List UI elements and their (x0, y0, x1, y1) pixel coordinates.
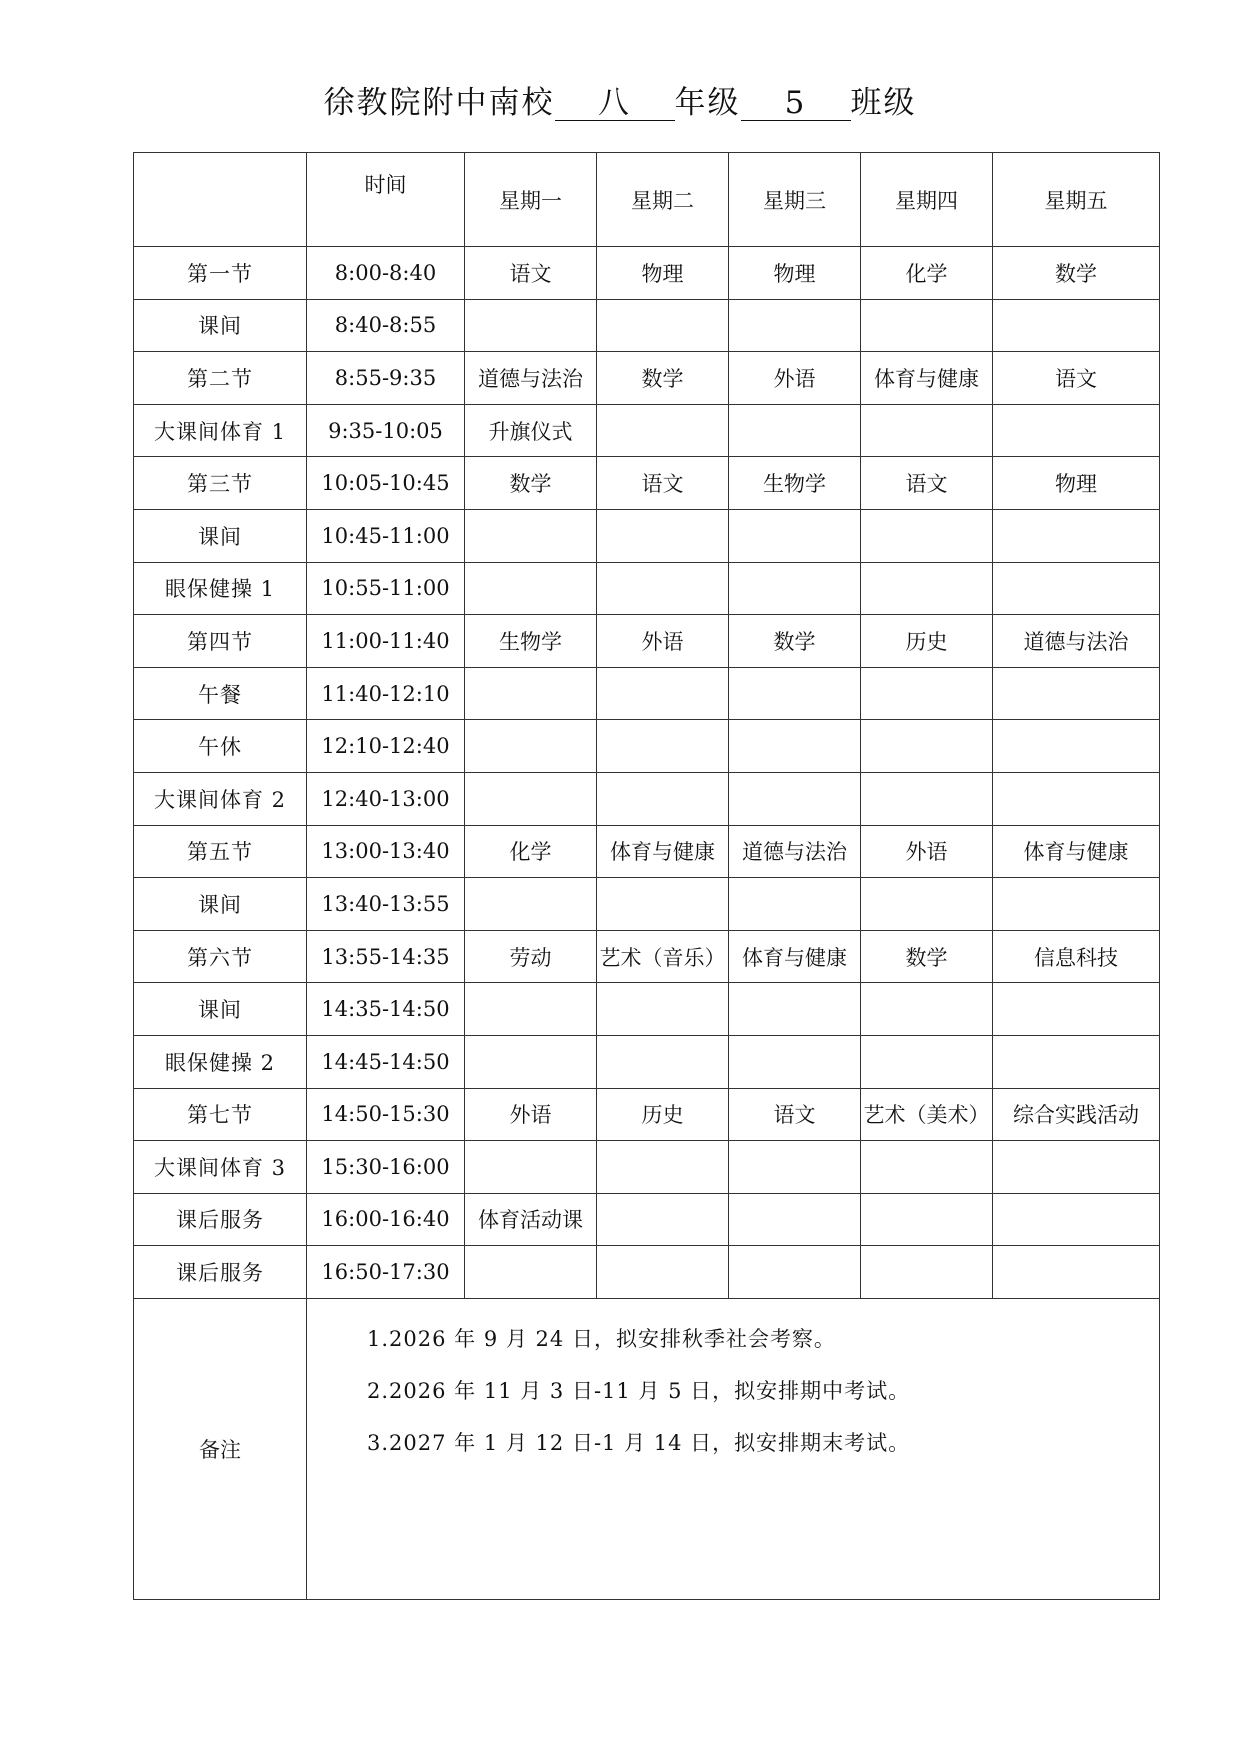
schedule-row (134, 299, 1160, 352)
subject-cell: 化学 (861, 247, 993, 300)
subject-cell: 艺术（音乐） (597, 930, 729, 983)
period-cell: 课间 (134, 878, 307, 931)
time-cell: 10:55-11:00 (307, 562, 465, 615)
page-title (0, 78, 1240, 128)
subject-cell: 信息科技 (993, 930, 1160, 983)
subject-cell (597, 1193, 729, 1246)
period-cell: 大课间体育 3 (134, 1141, 307, 1194)
class-schedule-table (133, 152, 1160, 1600)
schedule-row (134, 772, 1160, 825)
subject-cell: 历史 (861, 615, 993, 668)
subject-cell (597, 509, 729, 562)
subject-cell (861, 878, 993, 931)
schedule-row (134, 404, 1160, 457)
subject-cell (597, 772, 729, 825)
period-cell: 第一节 (134, 247, 307, 300)
period-cell: 第五节 (134, 825, 307, 878)
subject-cell (597, 299, 729, 352)
subject-cell (861, 720, 993, 773)
subject-cell (861, 983, 993, 1036)
time-cell: 14:35-14:50 (307, 983, 465, 1036)
period-cell: 第六节 (134, 930, 307, 983)
subject-cell: 语文 (597, 457, 729, 510)
subject-cell (597, 404, 729, 457)
subject-cell (993, 1035, 1160, 1088)
subject-cell (993, 404, 1160, 457)
subject-cell: 物理 (993, 457, 1160, 510)
subject-cell (729, 772, 861, 825)
time-cell: 8:00-8:40 (307, 247, 465, 300)
notes-label: 备注 (134, 1298, 307, 1599)
subject-cell: 综合实践活动 (993, 1088, 1160, 1141)
time-cell: 10:45-11:00 (307, 509, 465, 562)
note-item: 1.2026 年 9 月 24 日，拟安排秋季社会考察。 (367, 1326, 836, 1351)
subject-cell (861, 404, 993, 457)
subject-cell: 语文 (465, 247, 597, 300)
time-cell: 11:00-11:40 (307, 615, 465, 668)
subject-cell (465, 1246, 597, 1299)
day-header-wednesday: 星期三 (729, 153, 861, 247)
subject-cell (597, 878, 729, 931)
period-cell: 第四节 (134, 615, 307, 668)
subject-cell: 生物学 (465, 615, 597, 668)
class-value: 5 (741, 86, 851, 121)
subject-cell (597, 562, 729, 615)
schedule-row (134, 247, 1160, 300)
subject-cell (729, 1141, 861, 1194)
notes-row (134, 1298, 1160, 1599)
subject-cell (729, 1035, 861, 1088)
schedule-row (134, 983, 1160, 1036)
subject-cell: 体育与健康 (729, 930, 861, 983)
subject-cell: 升旗仪式 (465, 404, 597, 457)
schedule-row (134, 825, 1160, 878)
schedule-row (134, 1193, 1160, 1246)
subject-cell (861, 299, 993, 352)
subject-cell (861, 1141, 993, 1194)
subject-cell: 外语 (465, 1088, 597, 1141)
period-cell: 午休 (134, 720, 307, 773)
day-header-monday: 星期一 (465, 153, 597, 247)
subject-cell (861, 509, 993, 562)
time-cell: 14:50-15:30 (307, 1088, 465, 1141)
time-header: 时间 (307, 153, 465, 247)
period-cell: 课间 (134, 983, 307, 1036)
subject-cell (993, 772, 1160, 825)
subject-cell: 数学 (993, 247, 1160, 300)
subject-cell (729, 299, 861, 352)
time-cell: 16:50-17:30 (307, 1246, 465, 1299)
time-cell: 14:45-14:50 (307, 1035, 465, 1088)
time-cell: 12:40-13:00 (307, 772, 465, 825)
subject-cell (993, 1193, 1160, 1246)
note-item: 2.2026 年 11 月 3 日-11 月 5 日，拟安排期中考试。 (367, 1378, 911, 1403)
schedule-body (134, 153, 1160, 1299)
subject-cell (993, 1141, 1160, 1194)
subject-cell (597, 983, 729, 1036)
subject-cell (729, 667, 861, 720)
period-cell: 第三节 (134, 457, 307, 510)
subject-cell (465, 299, 597, 352)
time-cell: 9:35-10:05 (307, 404, 465, 457)
schedule-row (134, 615, 1160, 668)
time-cell: 13:40-13:55 (307, 878, 465, 931)
schedule-row (134, 720, 1160, 773)
notes-list (307, 1299, 1159, 1469)
subject-cell (465, 562, 597, 615)
subject-cell: 体育与健康 (993, 825, 1160, 878)
school-name: 徐教院附中南校 (323, 85, 555, 121)
subject-cell: 化学 (465, 825, 597, 878)
time-cell: 15:30-16:00 (307, 1141, 465, 1194)
day-header-thursday: 星期四 (861, 153, 993, 247)
time-cell: 10:05-10:45 (307, 457, 465, 510)
subject-cell (861, 1193, 993, 1246)
period-cell: 第二节 (134, 352, 307, 405)
schedule-row (134, 930, 1160, 983)
subject-cell: 物理 (597, 247, 729, 300)
schedule-row (134, 1035, 1160, 1088)
subject-cell (465, 1035, 597, 1088)
subject-cell (465, 720, 597, 773)
subject-cell (729, 562, 861, 615)
period-cell: 课间 (134, 299, 307, 352)
subject-cell (597, 720, 729, 773)
subject-cell: 体育与健康 (861, 352, 993, 405)
subject-cell (597, 1035, 729, 1088)
subject-cell (729, 1246, 861, 1299)
subject-cell: 语文 (729, 1088, 861, 1141)
subject-cell (993, 299, 1160, 352)
subject-cell (465, 983, 597, 1036)
subject-cell (861, 1246, 993, 1299)
subject-cell (993, 720, 1160, 773)
subject-cell (597, 1141, 729, 1194)
period-cell: 大课间体育 2 (134, 772, 307, 825)
corner-cell (134, 153, 307, 247)
subject-cell: 数学 (861, 930, 993, 983)
schedule-row (134, 509, 1160, 562)
subject-cell (729, 720, 861, 773)
time-cell: 13:00-13:40 (307, 825, 465, 878)
subject-cell: 生物学 (729, 457, 861, 510)
notes-content (307, 1298, 1160, 1599)
subject-cell: 历史 (597, 1088, 729, 1141)
subject-cell: 艺术（美术） (861, 1088, 993, 1141)
subject-cell (861, 667, 993, 720)
period-cell: 眼保健操 1 (134, 562, 307, 615)
subject-cell (993, 509, 1160, 562)
subject-cell: 数学 (729, 615, 861, 668)
subject-cell: 外语 (597, 615, 729, 668)
period-cell: 大课间体育 1 (134, 404, 307, 457)
day-header-friday: 星期五 (993, 153, 1160, 247)
subject-cell (861, 562, 993, 615)
grade-value: 八 (555, 86, 675, 121)
schedule-row (134, 878, 1160, 931)
schedule-row (134, 667, 1160, 720)
subject-cell (465, 1141, 597, 1194)
schedule-row (134, 1246, 1160, 1299)
subject-cell: 体育活动课 (465, 1193, 597, 1246)
subject-cell (993, 667, 1160, 720)
subject-cell: 语文 (861, 457, 993, 510)
class-label: 班级 (850, 85, 917, 121)
subject-cell (597, 1246, 729, 1299)
subject-cell: 道德与法治 (465, 352, 597, 405)
subject-cell: 体育与健康 (597, 825, 729, 878)
subject-cell: 劳动 (465, 930, 597, 983)
subject-cell (465, 509, 597, 562)
subject-cell (729, 509, 861, 562)
subject-cell (729, 404, 861, 457)
subject-cell (465, 667, 597, 720)
subject-cell (993, 562, 1160, 615)
time-cell: 8:40-8:55 (307, 299, 465, 352)
subject-cell: 语文 (993, 352, 1160, 405)
period-cell: 课后服务 (134, 1193, 307, 1246)
subject-cell (597, 667, 729, 720)
schedule-row (134, 1141, 1160, 1194)
period-cell: 午餐 (134, 667, 307, 720)
time-cell: 13:55-14:35 (307, 930, 465, 983)
grade-label: 年级 (674, 85, 741, 121)
subject-cell: 外语 (861, 825, 993, 878)
subject-cell: 物理 (729, 247, 861, 300)
period-cell: 课后服务 (134, 1246, 307, 1299)
schedule-row (134, 457, 1160, 510)
subject-cell (729, 878, 861, 931)
subject-cell (993, 983, 1160, 1036)
subject-cell (729, 1193, 861, 1246)
day-header-tuesday: 星期二 (597, 153, 729, 247)
schedule-row (134, 1088, 1160, 1141)
time-cell: 8:55-9:35 (307, 352, 465, 405)
subject-cell (465, 772, 597, 825)
period-cell: 课间 (134, 509, 307, 562)
subject-cell: 数学 (597, 352, 729, 405)
subject-cell: 道德与法治 (993, 615, 1160, 668)
notes-section (134, 1298, 1160, 1599)
subject-cell: 道德与法治 (729, 825, 861, 878)
time-cell: 16:00-16:40 (307, 1193, 465, 1246)
subject-cell: 数学 (465, 457, 597, 510)
time-cell: 12:10-12:40 (307, 720, 465, 773)
subject-cell (861, 772, 993, 825)
schedule-row (134, 562, 1160, 615)
subject-cell (861, 1035, 993, 1088)
period-cell: 第七节 (134, 1088, 307, 1141)
subject-cell (993, 1246, 1160, 1299)
schedule-row (134, 352, 1160, 405)
subject-cell (729, 983, 861, 1036)
subject-cell: 外语 (729, 352, 861, 405)
note-item: 3.2027 年 1 月 12 日-1 月 14 日，拟安排期末考试。 (367, 1430, 911, 1455)
period-cell: 眼保健操 2 (134, 1035, 307, 1088)
subject-cell (465, 878, 597, 931)
header-row (134, 153, 1160, 247)
subject-cell (993, 878, 1160, 931)
time-cell: 11:40-12:10 (307, 667, 465, 720)
